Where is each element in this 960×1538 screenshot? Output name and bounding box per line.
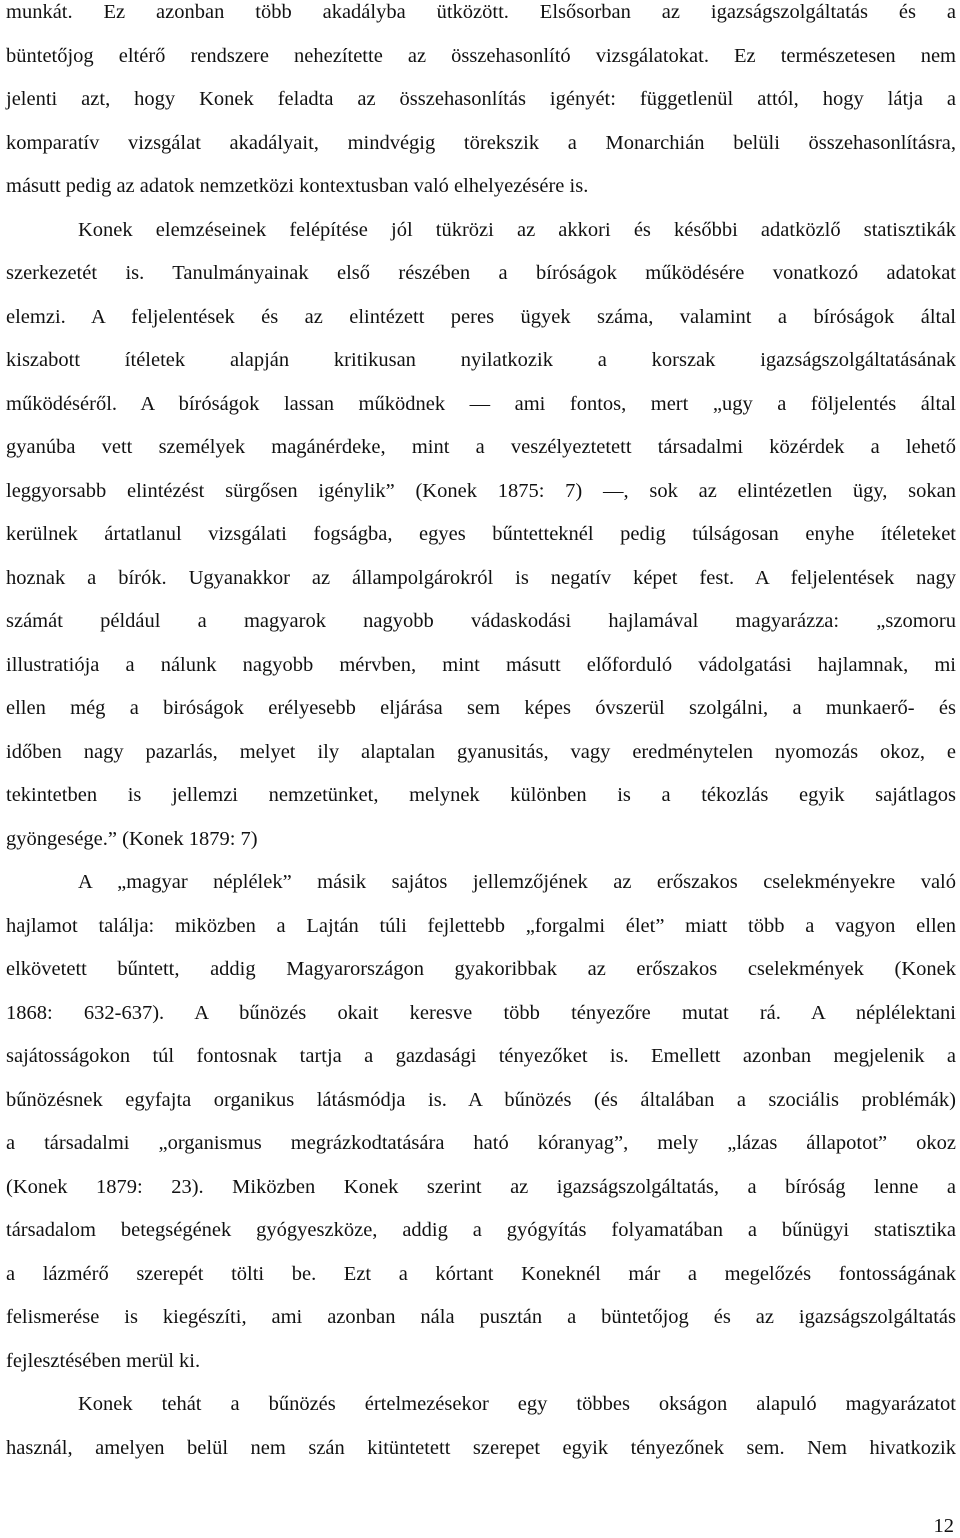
text-line: sajátosságokon túl fontosnak tartja a gazdasági tényezőket is. Emellett azonban megjelenik a bbox=[6, 1045, 956, 1067]
text-line: 1868: 632-637). A bűnözés okait keresve több tényezőre mutat rá. A néplélektani bbox=[6, 1001, 956, 1024]
text-line: bűnözésnek egyfajta organikus látásmódja is. A bűnözés (és általában a szociális problémák) bbox=[6, 1088, 956, 1111]
text-line: komparatív vizsgálat akadályait, mindvégig törekszik a Monarchián belüli összehasonlításra, bbox=[6, 131, 956, 154]
text-line: a lázmérő szerepét tölti be. Ezt a kórtant Koneknél már a megelőzés fontosságának bbox=[6, 1262, 956, 1285]
text-line: jelenti azt, hogy Konek feladta az összehasonlítás igényét: függetlenül attól, hogy látja a bbox=[6, 88, 956, 110]
text-line: időben nagy pazarlás, melyet ily alaptalan gyanusitás, vagy eredménytelen nyomozás okoz, e bbox=[6, 740, 956, 763]
text-line: tekintetben is jellemzi nemzetünket, melynek különben is a tékozlás egyik sajátlagos bbox=[6, 784, 956, 806]
paragraph-first-line: Konek elemzéseinek felépítése jól tükrözi az akkori és későbbi adatközlő statisztikák bbox=[78, 218, 956, 241]
text-line: fejlesztésében merül ki. bbox=[6, 1349, 201, 1372]
text-line: gyanúba vett személyek magánérdeke, mint a veszélyeztetett társadalmi közérdek a lehető bbox=[6, 436, 956, 458]
paragraph-first-line: A „magyar néplélek” másik sajátos jellemzőjének az erőszakos cselekményekre való bbox=[78, 871, 956, 893]
text-line: hoznak a bírók. Ugyanakkor az állampolgárokról is negatív képet fest. A feljelentések nagy bbox=[6, 566, 956, 589]
text-line: működéséről. A bíróságok lassan működnek — ami fontos, mert „ugy a följelentés által bbox=[6, 392, 956, 415]
text-line: számát például a magyarok nagyobb vádaskodási hajlamával magyarázza: „szomoru bbox=[6, 610, 956, 632]
text-line: használ, amelyen belül nem szán kitüntetett szerepet egyik tényezőnek sem. Nem hivatkozik bbox=[6, 1436, 956, 1459]
page-number: 12 bbox=[933, 1515, 954, 1537]
text-line: szerkezetét is. Tanulmányainak első részében a bíróságok működésére vonatkozó adatokat bbox=[6, 262, 956, 284]
paragraph-first-line: Konek tehát a bűnözés értelmezésekor egy többes okságon alapuló magyarázatot bbox=[78, 1393, 956, 1415]
text-line: másutt pedig az adatok nemzetközi kontextusban való elhelyezésére is. bbox=[6, 175, 589, 197]
text-line: leggyorsabb elintézést sürgősen igénylik” (Konek 1875: 7) —, sok az elintézetlen ügy, sokan bbox=[6, 479, 956, 502]
text-line: büntetőjog eltérő rendszere nehezítette az összehasonlító vizsgálatokat. Ez természetesen nem bbox=[6, 44, 956, 67]
text-line: gyöngesége.” (Konek 1879: 7) bbox=[6, 827, 258, 850]
text-line: hajlamot találja: miközben a Lajtán túli fejlettebb „forgalmi élet” miatt több a vagyon ellen bbox=[6, 914, 956, 937]
text-line: társadalom betegségének gyógyeszköze, addig a gyógyítás folyamatában a bűnügyi statisztika bbox=[6, 1219, 956, 1241]
text-line: munkát. Ez azonban több akadályba ütközött. Elsősorban az igazságszolgáltatás és a bbox=[6, 1, 956, 23]
text-line: felismerése is kiegészíti, ami azonban nála pusztán a büntetőjog és az igazságszolgáltatás bbox=[6, 1306, 956, 1328]
text-line: ellen még a biróságok erélyesebb eljárása sem képes óvszerül szolgálni, a munkaerő- és bbox=[6, 697, 956, 719]
text-line: a társadalmi „organismus megrázkodtatására ható kóranyag”, mely „lázas állapotot” okoz bbox=[6, 1132, 956, 1154]
text-line: kerülnek ártatlanul vizsgálati fogságba, egyes bűntetteknél pedig túlságosan enyhe ítéleteket bbox=[6, 523, 956, 545]
text-line: illustratiója a nálunk nagyobb mérvben, mint másutt előforduló vádolgatási hajlamnak, mi bbox=[6, 653, 956, 676]
text-line: (Konek 1879: 23). Miközben Konek szerint az igazságszolgáltatás, a bíróság lenne a bbox=[6, 1175, 956, 1198]
text-line: kiszabott ítéletek alapján kritikusan nyilatkozik a korszak igazságszolgáltatásának bbox=[6, 349, 956, 371]
text-line: elemzi. A feljelentések és az elintézett peres ügyek száma, valamint a bíróságok által bbox=[6, 305, 956, 328]
text-line: elkövetett bűntett, addig Magyarországon gyakoribbak az erőszakos cselekmények (Konek bbox=[6, 958, 956, 980]
